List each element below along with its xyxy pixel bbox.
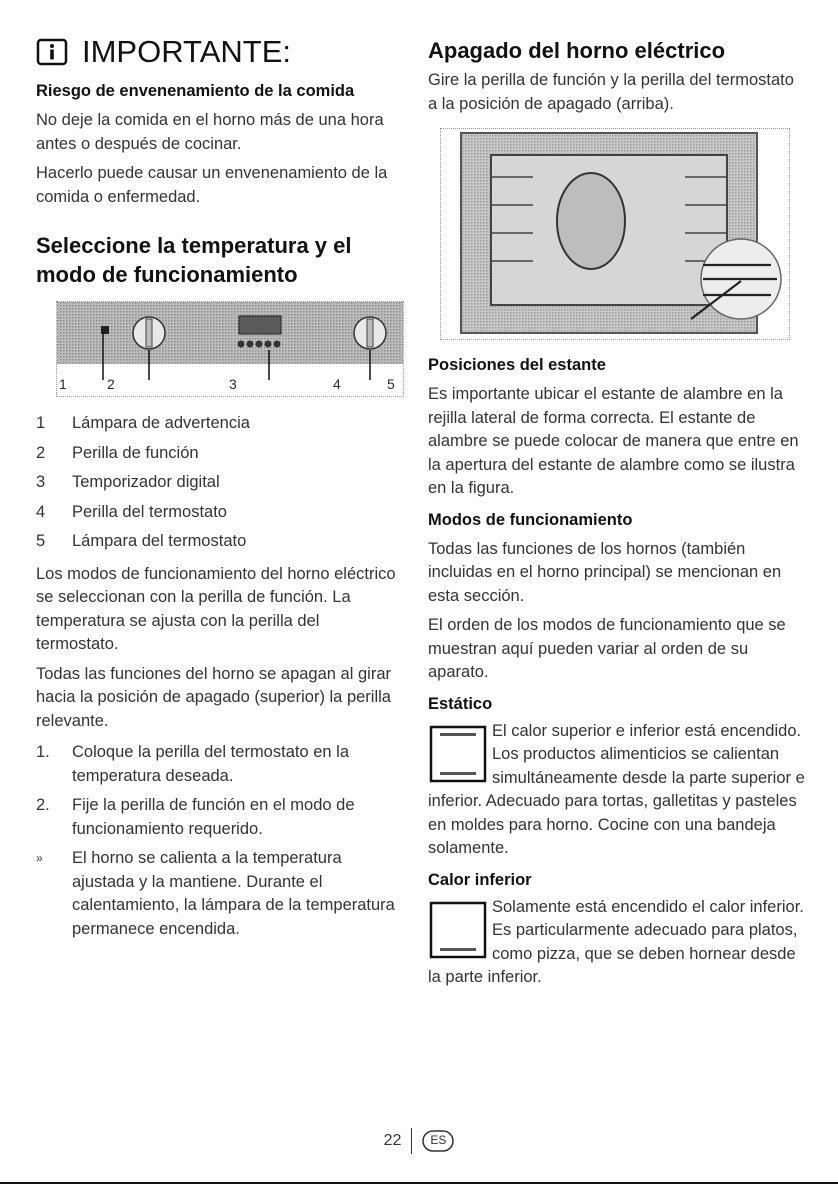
lang-code: ES	[430, 1133, 447, 1147]
bottom-heat-paragraph: Solamente está encendido el calor inferior. Es particularmente adecuado para platos, como pizza, que se deben hornear desde la parte inferior.	[428, 897, 804, 986]
oven-interior-figure	[440, 128, 790, 340]
modes-paragraph: Los modos de funcionamiento del horno eléctrico se seleccionan con la perilla de función. La temperatura se ajusta con la perilla del termostato.	[36, 564, 396, 653]
static-heat-icon	[428, 724, 488, 784]
legend-item: 1 Lámpara de advertencia	[36, 414, 250, 432]
static-paragraph: El calor superior e inferior está encendido. Los productos alimenticios se calientan simultáneamente desde la parte superior e inferior. Adecuado para tortas, galletitas y pasteles en moldes para horno. Cocine con una bandeja solamente.	[428, 721, 805, 857]
footer-divider	[411, 1128, 412, 1154]
panel-label-1: 1	[59, 376, 67, 392]
left-column	[36, 34, 406, 947]
legend-item: 3 Temporizador digital	[36, 473, 220, 491]
panel-legend	[36, 409, 406, 557]
panel-label-2: 2	[107, 376, 115, 392]
panel-label-3: 3	[229, 376, 237, 392]
bottom-heat-heading: Calor inferior	[428, 870, 532, 889]
legend-item: 2 Perilla de función	[36, 443, 199, 462]
modes-paragraph-1: Todas las funciones de los hornos (también incluidas en el horno principal) se mencionan en esta sección.	[428, 539, 782, 605]
off-title: Apagado del horno eléctrico	[428, 38, 726, 63]
es-badge-icon	[422, 1130, 454, 1152]
section-title: Seleccione la temperatura y el modo de funcionamiento	[36, 233, 352, 287]
risk-paragraph-2: Hacerlo puede causar un envenenamiento de la comida o enfermedad.	[36, 164, 388, 206]
modes-paragraph-2: El orden de los modos de funcionamiento que se muestran aquí pueden variar al orden de su aparato.	[428, 616, 786, 681]
off-instructions: Gire la perilla de función y la perilla del termostato a la posición de apagado (arriba).	[428, 71, 794, 113]
legend-item: 4 Perilla del termostato	[36, 502, 227, 521]
bottom-rule	[0, 1182, 838, 1184]
step-item: 2. Fije la perilla de función en el modo de funcionamiento requerido.	[36, 796, 355, 838]
static-heading: Estático	[428, 694, 493, 713]
shelf-heading: Posiciones del estante	[428, 356, 606, 374]
shelf-paragraph: Es importante ubicar el estante de alambre en la rejilla lateral de forma correcta. El estante de alambre se puede colocar de manera que entre en la apertura del estante de alambre como se ilustra en la figura.	[428, 385, 799, 497]
page-footer	[0, 1128, 838, 1154]
off-paragraph: Todas las funciones del horno se apagan al girar hacia la posición de apagado (superior) la perilla relevante.	[36, 664, 391, 730]
bottom-heat-icon	[428, 900, 488, 960]
modes-heading: Modos de funcionamiento	[428, 510, 633, 529]
info-icon	[36, 36, 68, 68]
step-result: » El horno se calienta a la temperatura ajustada y la mantiene. Durante el calentamiento, la lámpara de la temperatura permanece encendida.	[36, 849, 395, 938]
bottom-heat-mode	[428, 896, 806, 990]
steps-list	[36, 741, 406, 941]
important-title-text: IMPORTANTE:	[82, 34, 291, 69]
oven-interior-illustration	[441, 129, 789, 339]
legend-item: 5 Lámpara del termostato	[36, 532, 247, 550]
static-mode	[428, 720, 806, 861]
page-number: 22	[383, 1132, 402, 1149]
panel-label-4: 4	[333, 376, 341, 392]
right-column	[428, 36, 806, 990]
step-item: 1. Coloque la perilla del termostato en la temperatura deseada.	[36, 743, 349, 785]
panel-label-5: 5	[387, 376, 395, 392]
control-panel-figure	[56, 301, 404, 397]
risk-heading: Riesgo de envenenamiento de la comida	[36, 82, 355, 100]
important-title	[36, 34, 406, 70]
risk-paragraph-1: No deje la comida en el horno más de una hora antes o después de cocinar.	[36, 111, 384, 153]
